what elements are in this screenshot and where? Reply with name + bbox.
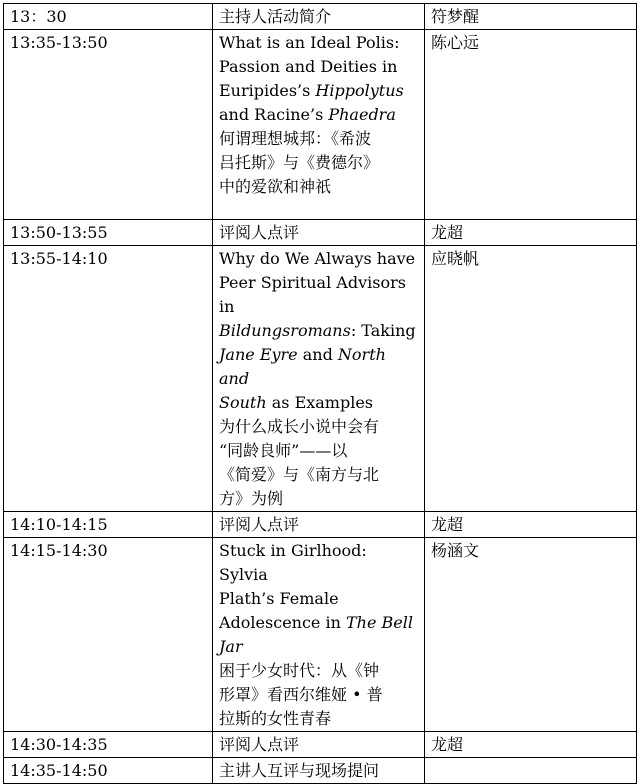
time-text: 14:10-14:15 [10, 515, 108, 534]
person-name: 应晓帆 [431, 249, 480, 268]
title-text-italic: The Bell Jar [219, 613, 413, 656]
person-name: 龙超 [431, 515, 464, 534]
table-row [4, 246, 637, 512]
time-text: 13:50-13:55 [10, 223, 108, 242]
time-text: 14:35-14:50 [10, 761, 108, 780]
title-cell [213, 732, 425, 758]
title-text: 评阅人点评 [219, 223, 300, 242]
time-text: 13:55-14:10 [10, 249, 108, 268]
person-cell [425, 246, 637, 512]
table-row [4, 4, 637, 30]
title-text-italic: Bildungsromans [219, 321, 351, 340]
person-cell [425, 4, 637, 30]
title-cell [213, 220, 425, 246]
title-text: and Racine’s [219, 105, 324, 124]
title-text: as Examples 为什么成长小说中会有 “同龄良师”——以 《简爱》与《南方与北 方》为例 [219, 393, 380, 508]
title-text: 何谓理想城邦：《希波 吕托斯》与《费德尔》 中的爱欲和神祇 [219, 129, 380, 196]
time-cell [4, 246, 213, 512]
person-cell [425, 30, 637, 220]
table-row [4, 758, 637, 784]
title-text: Stuck in Girlhood: Sylvia Plath’s Female Adolescence in [219, 541, 367, 632]
person-cell [425, 538, 637, 732]
title-text: and [297, 345, 338, 364]
person-name: 符梦醒 [431, 7, 480, 26]
table-row [4, 732, 637, 758]
title-cell [213, 30, 425, 220]
person-cell [425, 512, 637, 538]
person-name: 陈心远 [431, 33, 480, 52]
table-row [4, 538, 637, 732]
title-text: Why do We Always have Peer Spiritual Advisors in [219, 249, 416, 316]
schedule-body [4, 4, 637, 784]
title-text: 评阅人点评 [219, 735, 300, 754]
time-cell [4, 732, 213, 758]
person-cell [425, 732, 637, 758]
title-text: 主讲人互评与现场提问 [219, 761, 380, 780]
title-cell [213, 4, 425, 30]
person-cell [425, 758, 637, 784]
time-cell [4, 220, 213, 246]
table-row [4, 220, 637, 246]
person-name: 杨涵文 [431, 541, 480, 560]
person-name: 龙超 [431, 735, 464, 754]
title-cell [213, 538, 425, 732]
title-cell [213, 512, 425, 538]
time-text: 14:30-14:35 [10, 735, 108, 754]
schedule-table [3, 3, 637, 784]
title-text: : Taking [350, 321, 416, 340]
title-cell [213, 758, 425, 784]
table-row [4, 512, 637, 538]
title-text-italic: Jane Eyre [219, 345, 298, 364]
title-cell [213, 246, 425, 512]
time-text: 13：30 [10, 7, 67, 26]
table-row [4, 30, 637, 220]
time-cell [4, 30, 213, 220]
person-name: 龙超 [431, 223, 464, 242]
title-text: 主持人活动简介 [219, 7, 332, 26]
title-text-italic: North and South [219, 345, 386, 412]
person-cell [425, 220, 637, 246]
time-cell [4, 512, 213, 538]
title-text: 评阅人点评 [219, 515, 300, 534]
title-text: What is an Ideal Polis: Passion and Deities in Euripides’s [219, 33, 400, 100]
time-cell [4, 758, 213, 784]
title-text-italic: Phaedra [328, 105, 396, 124]
time-cell [4, 4, 213, 30]
time-text: 13:35-13:50 [10, 33, 108, 52]
time-cell [4, 538, 213, 732]
title-text-italic: Hippolytus [315, 81, 404, 100]
title-text: 困于少女时代：从《钟 形罩》看西尔维娅 • 普 拉斯的女性青春 [219, 661, 383, 728]
time-text: 14:15-14:30 [10, 541, 108, 560]
